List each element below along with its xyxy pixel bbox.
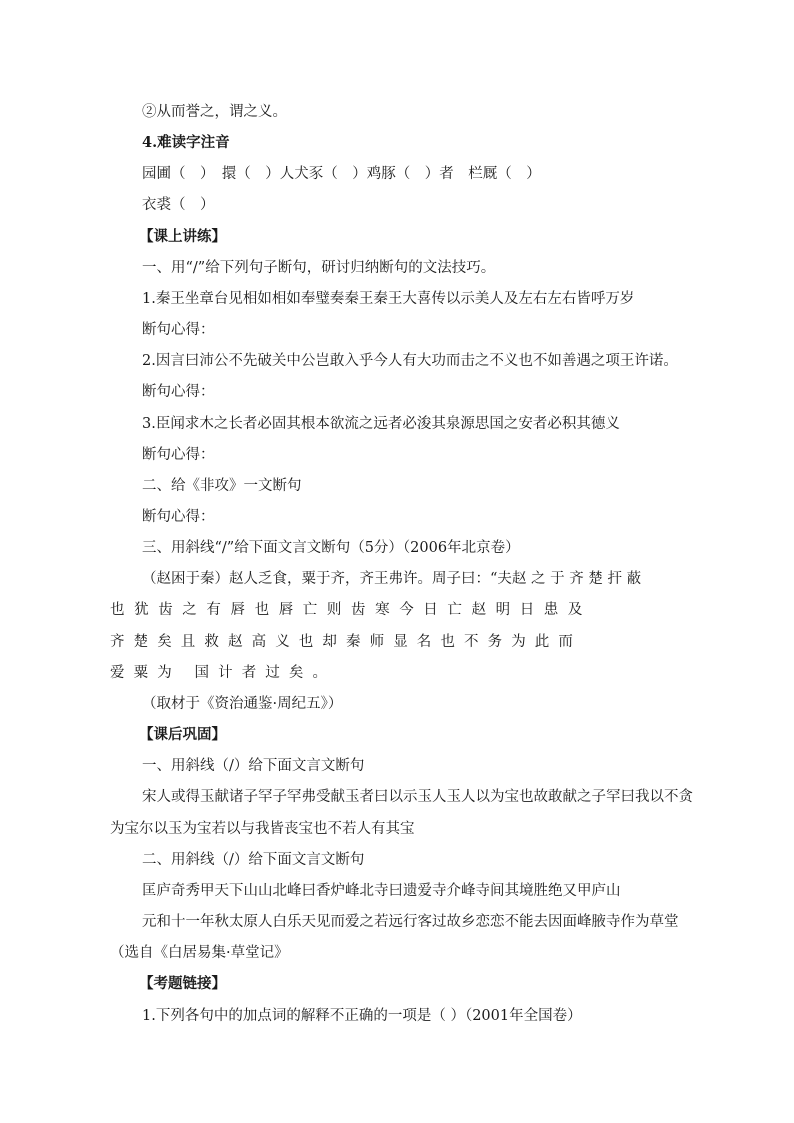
text-line: 一、用“/”给下列句子断句，研讨归纳断句的文法技巧。 [142,260,496,276]
text-line: 元和十一年秋太原人白乐天见而爱之若远行客过故乡恋恋不能去因面峰腋寺作为草堂 [142,914,679,930]
text-line: 园圃（ ） 擐（ ）人犬豕（ ）鸡豚（ ）者 栏厩（ ） [142,166,541,182]
text-line: 3.臣闻求木之长者必固其根本欲流之远者必浚其泉源思国之安者必积其德义 [142,416,620,432]
text-line: ②从而誉之，谓之义。 [142,104,287,120]
text-line: （取材于《资治通鉴·周纪五》） [142,696,343,712]
text-line: 1.下列各句中的加点词的解释不正确的一项是（ ）（2001年全国卷） [142,1008,582,1024]
text-line: 断句心得： [142,447,215,463]
text-line: 爱粟为 国计者过矣。 [110,665,337,681]
text-line: 1.秦王坐章台见相如相如奉璧奏秦王秦王大喜传以示美人及左右左右皆呼万岁 [142,291,635,307]
text-line: 三、用斜线“/”给下面文言文断句（5分）（2006年北京卷） [142,540,520,556]
text-line: 齐楚矣且救赵高义也却秦师显名也不务为此而 [110,634,582,650]
text-line: （赵困于秦）赵人乏食，粟于齐，齐王弗许。周子曰：“夫赵 之 于 齐 楚 扞 蔽 [142,571,642,587]
text-line: 断句心得： [142,322,215,338]
text-line: 宋人或得玉献诸子罕子罕弗受献玉者曰以示玉人玉人以为宝也故敢献之子罕曰我以不贪 [142,789,693,805]
text-line: 二、用斜线（/）给下面文言文断句 [142,852,365,868]
text-line: （选自《白居易集·草堂记》 [110,945,289,961]
text-line: 衣裘（ ） [142,197,215,213]
text-line: 一、用斜线（/）给下面文言文断句 [142,758,365,774]
text-line: 断句心得： [142,384,215,400]
section-heading: 【课上讲练】 [139,228,226,245]
section-heading: 【考题链接】 [139,975,226,992]
text-line: 也犹齿之有唇也唇亡则齿寒今日亡赵明日患及 [110,602,592,618]
text-line: 二、给《非攻》一文断句 [142,478,302,494]
text-line: 断句心得： [142,509,215,525]
section-heading: 4.难读字注音 [142,134,230,151]
text-line: 匡庐奇秀甲天下山山北峰曰香炉峰北寺曰遗爱寺介峰寺间其境胜绝又甲庐山 [142,883,621,899]
section-heading: 【课后巩固】 [139,726,226,743]
text-line: 为宝尔以玉为宝若以与我皆丧宝也不若人有其宝 [110,821,415,837]
text-line: 2.因言曰沛公不先破关中公岂敢入乎今人有大功而击之不义也不如善遇之项王许诺。 [142,353,678,369]
